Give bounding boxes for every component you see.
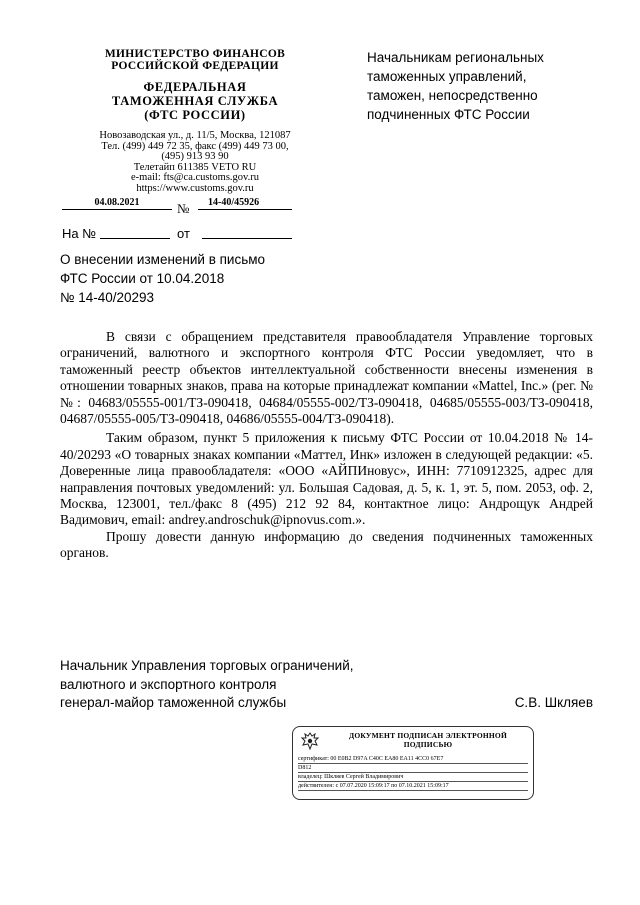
body-paragraph-3: Прошу довести данную информацию до сведения подчиненных таможенных органов. — [60, 528, 593, 561]
body-paragraph-2: Таким образом, пункт 5 приложения к письму ФТС России от 10.04.2018 № 14-40/20293 «О товарных знаках компании «Маттел, Инк» изложен в следующей редакции: «5. Доверенные лица правообладателя: «ООО «АЙПИновус», ИНН: 7710912325, адрес для направления почтовых уведомлений: ул. Большая Садовая, д. 5, к. 1, эт. 5, пом. 2053, оф. 2, Москва, 123001, тел./факс 8 (495) 212 92 84, контактное лицо: Андрощук Андрей Вадимович, email: andrey.androschuk@ipnovus.com.». — [60, 430, 593, 528]
stamp-certificate: сертификат: 00 E0B2 D97A C40C EA80 EA11 4CC0 67E7 — [298, 755, 528, 764]
signer-name: С.В. Шкляев — [514, 695, 593, 710]
signer-title-3: генерал-майор таможенной службы — [60, 695, 287, 710]
subject-line-3: № 14-40/20293 — [60, 290, 155, 305]
addressee-line-1: Начальникам региональных — [367, 50, 544, 65]
contact-website: https://www.customs.gov.ru — [136, 182, 254, 194]
subject — [60, 250, 360, 307]
number-sign: № — [177, 201, 190, 216]
ref-label: На № — [62, 226, 97, 241]
doc-date-field — [62, 197, 172, 210]
addressee-line-4: подчиненных ФТС России — [367, 107, 530, 122]
contact-details — [60, 131, 330, 195]
body-paragraph-1: В связи с обращением представителя правообладателя Управление торговых ограничений, валютного и экспортного контроля ФТС России уведомляет, что в таможенный реестр объектов интеллектуальной собственности внесены изменения в отношении товарных знаков, права на которые принадлежат компании «Mattel, Inc.» (рег. №№: 04683/05555-001/ТЗ-090418, 04684/05555-002/ТЗ-090418, 04685/05555-003/ТЗ-090418, 04687/05555-005/ТЗ-090418, 04686/05555-004/ТЗ-090418). — [60, 329, 593, 427]
ministry-line-2: РОССИЙСКОЙ ФЕДЕРАЦИИ — [111, 60, 279, 72]
ministry-line-1: МИНИСТЕРСТВО ФИНАНСОВ — [104, 48, 286, 60]
ministry-name — [60, 48, 330, 72]
emblem-icon — [299, 731, 321, 751]
doc-number-field — [198, 197, 292, 210]
letter-body — [60, 329, 593, 562]
e-signature-stamp — [292, 726, 534, 800]
signature-block — [60, 657, 593, 713]
service-line-1: ФЕДЕРАЛЬНАЯ — [143, 80, 247, 94]
doc-date: 04.08.2021 — [62, 197, 172, 210]
addressee-line-2: таможенных управлений, — [367, 69, 527, 84]
stamp-validity: действителен: с 07.07.2020 15:09:17 по 07.10.2021 15:09:17 — [298, 782, 528, 791]
service-line-2: ТАМОЖЕННАЯ СЛУЖБА — [111, 94, 279, 108]
subject-line-1: О внесении изменений в письмо — [60, 252, 266, 267]
signer-title-2: валютного и экспортного контроля — [60, 676, 277, 692]
ref-date-line — [202, 226, 292, 239]
stamp-title: ДОКУМЕНТ ПОДПИСАН ЭЛЕКТРОННОЙ ПОДПИСЬЮ — [348, 731, 508, 749]
doc-number: 14-40/45926 — [198, 197, 292, 210]
contact-teletype: Телетайп 611385 VETO RU — [133, 161, 257, 173]
contact-email: e-mail: fts@ca.customs.gov.ru — [131, 172, 259, 184]
ref-from-label: от — [177, 226, 190, 241]
service-line-3: (ФТС РОССИИ) — [144, 108, 246, 122]
signer-title-1: Начальник Управления торговых ограничений, — [60, 658, 354, 673]
ref-number-line — [100, 226, 170, 239]
stamp-details — [298, 755, 528, 791]
contact-phone: Тел. (499) 449 72 35, факс (499) 449 73 00, — [101, 140, 289, 152]
addressee-line-3: таможен, непосредственно — [367, 88, 538, 103]
stamp-owner: владелец: Шкляев Сергей Владимирович — [298, 773, 528, 782]
addressee — [367, 48, 607, 124]
contact-address: Новозаводская ул., д. 11/5, Москва, 121087 — [99, 130, 291, 141]
contact-phone-2: (495) 913 93 90 — [161, 151, 229, 163]
stamp-certificate-tail: D812 — [298, 764, 528, 773]
subject-line-2: ФТС России от 10.04.2018 — [60, 271, 225, 286]
service-name — [60, 80, 330, 122]
sender-header — [60, 48, 330, 195]
